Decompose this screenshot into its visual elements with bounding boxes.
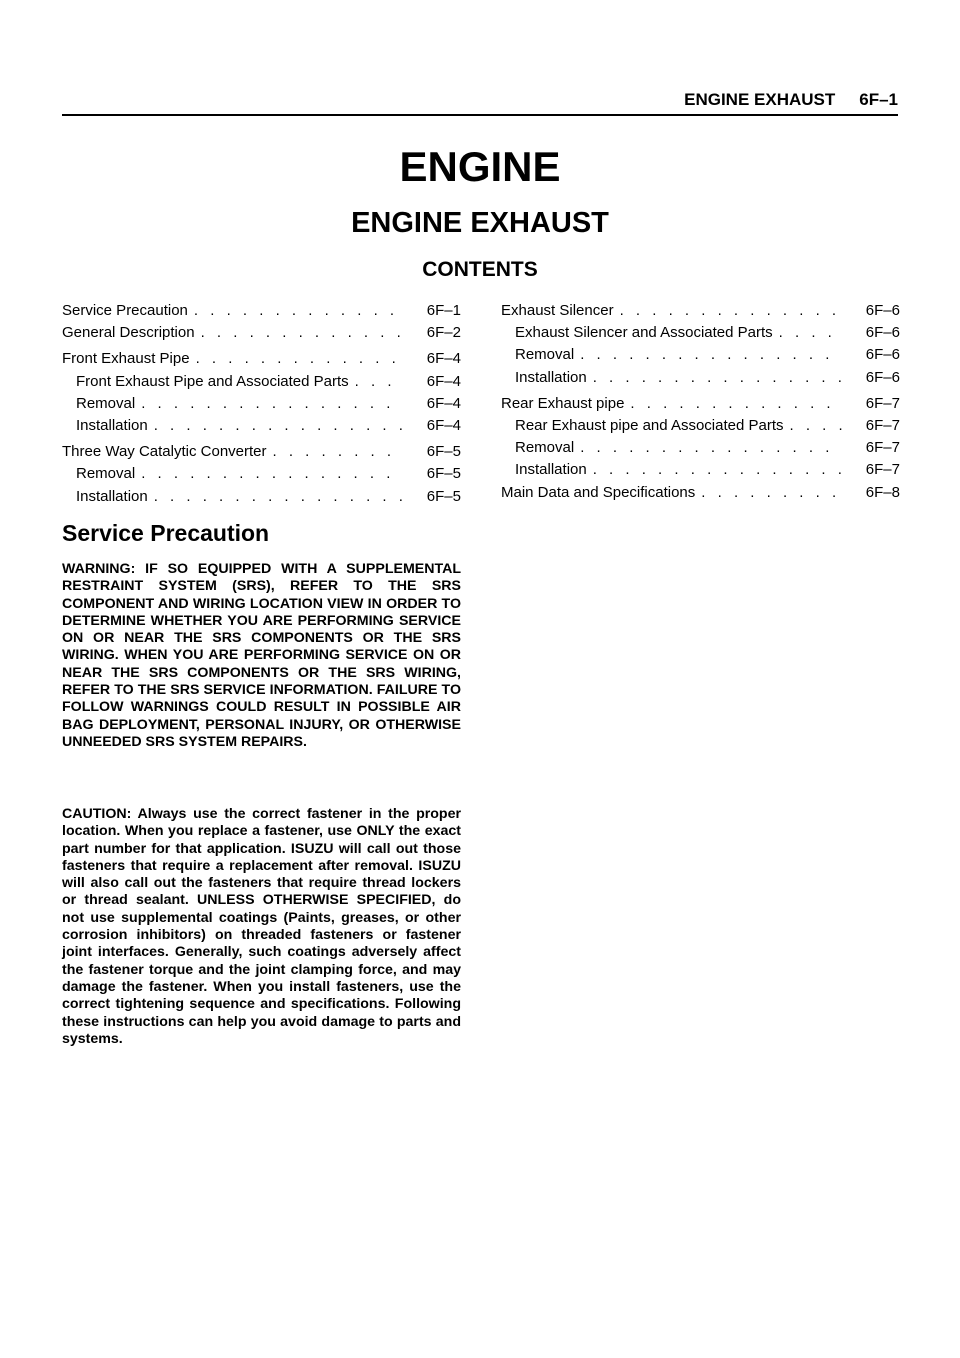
- toc-entry[interactable]: Rear Exhaust pipe . . . 6F–7: [501, 395, 900, 417]
- toc-left-column: [62, 302, 461, 510]
- toc-entry[interactable]: Front Exhaust Pipe . . . 6F–4: [62, 350, 461, 372]
- toc-entry[interactable]: Three Way Catalytic Converter . . . 6F–5: [62, 443, 461, 465]
- warning-paragraph: WARNING: IF SO EQUIPPED WITH A SUPPLEMENTAL RESTRAINT SYSTEM (SRS), REFER TO THE SRS COMPONENT AND WIRING LOCATION VIEW IN ORDER TO DETERMINE WHETHER YOU ARE PERFORMING SERVICE ON OR NEAR THE SRS COMPONENTS OR THE SRS WIRING. WHEN YOU ARE PERFORMING SERVICE ON OR NEAR THE SRS COMPONENTS OR THE SRS WIRING, REFER TO THE SRS SERVICE INFORMATION. FAILURE TO FOLLOW WARNINGS COULD RESULT IN POSSIBLE AIR BAG DEPLOYMENT, PERSONAL INJURY, OR OTHERWISE UNNEEDED SRS SYSTEM REPAIRS.: [62, 561, 461, 750]
- toc-entry[interactable]: Installation . . . 6F–6: [501, 369, 900, 391]
- toc-entry[interactable]: Service Precaution . . . 6F–1: [62, 302, 461, 324]
- toc-entry[interactable]: Front Exhaust Pipe and Associated Parts . . . 6F–4: [62, 373, 461, 395]
- toc-entry[interactable]: Exhaust Silencer and Associated Parts . . . 6F–6: [501, 324, 900, 346]
- toc-entry[interactable]: Main Data and Specifications . . . 6F–8: [501, 484, 900, 506]
- toc-entry[interactable]: Rear Exhaust pipe and Associated Parts . . . 6F–7: [501, 417, 900, 439]
- toc-right-column: [501, 302, 900, 506]
- contents-heading: CONTENTS: [422, 258, 538, 281]
- toc-entry[interactable]: Removal . . . 6F–6: [501, 346, 900, 368]
- toc-entry[interactable]: Removal . . . 6F–7: [501, 439, 900, 461]
- toc-entry[interactable]: Installation . . . 6F–5: [62, 488, 461, 510]
- page-subtitle: ENGINE EXHAUST: [351, 207, 609, 239]
- toc-entry[interactable]: Removal . . . 6F–5: [62, 465, 461, 487]
- caution-paragraph: CAUTION: Always use the correct fastener in the proper location. When you replace a fastener, use ONLY the exact part number for that application. ISUZU will call out those fasteners that require a replacement after removal. ISUZU will also call out the fasteners that require thread lockers or thread sealant. UNLESS OTHERWISE SPECIFIED, do not use supplemental coatings (Paints, greases, or other corrosion inhibitors) on threaded fasteners or fastener joint interfaces. Generally, such coatings adversely affect the fastener torque and the joint clamping force, and may damage the fastener. When you install fasteners, use the correct tightening sequence and specifications. Following these instructions can help you avoid damage to parts and systems.: [62, 806, 461, 1047]
- toc-entry[interactable]: Installation . . . 6F–4: [62, 417, 461, 439]
- header-page-number: 6F–1: [859, 90, 898, 109]
- header-rule: [62, 114, 898, 116]
- toc-entry[interactable]: Exhaust Silencer . . . 6F–6: [501, 302, 900, 324]
- toc-entry[interactable]: Installation . . . 6F–7: [501, 461, 900, 483]
- page-title: ENGINE: [399, 143, 561, 190]
- running-header: [62, 90, 898, 110]
- toc-entry[interactable]: General Description . . . 6F–2: [62, 324, 461, 346]
- toc-entry[interactable]: Removal . . . 6F–4: [62, 395, 461, 417]
- section-heading: Service Precaution: [62, 520, 270, 546]
- header-section-title: ENGINE EXHAUST: [684, 90, 836, 109]
